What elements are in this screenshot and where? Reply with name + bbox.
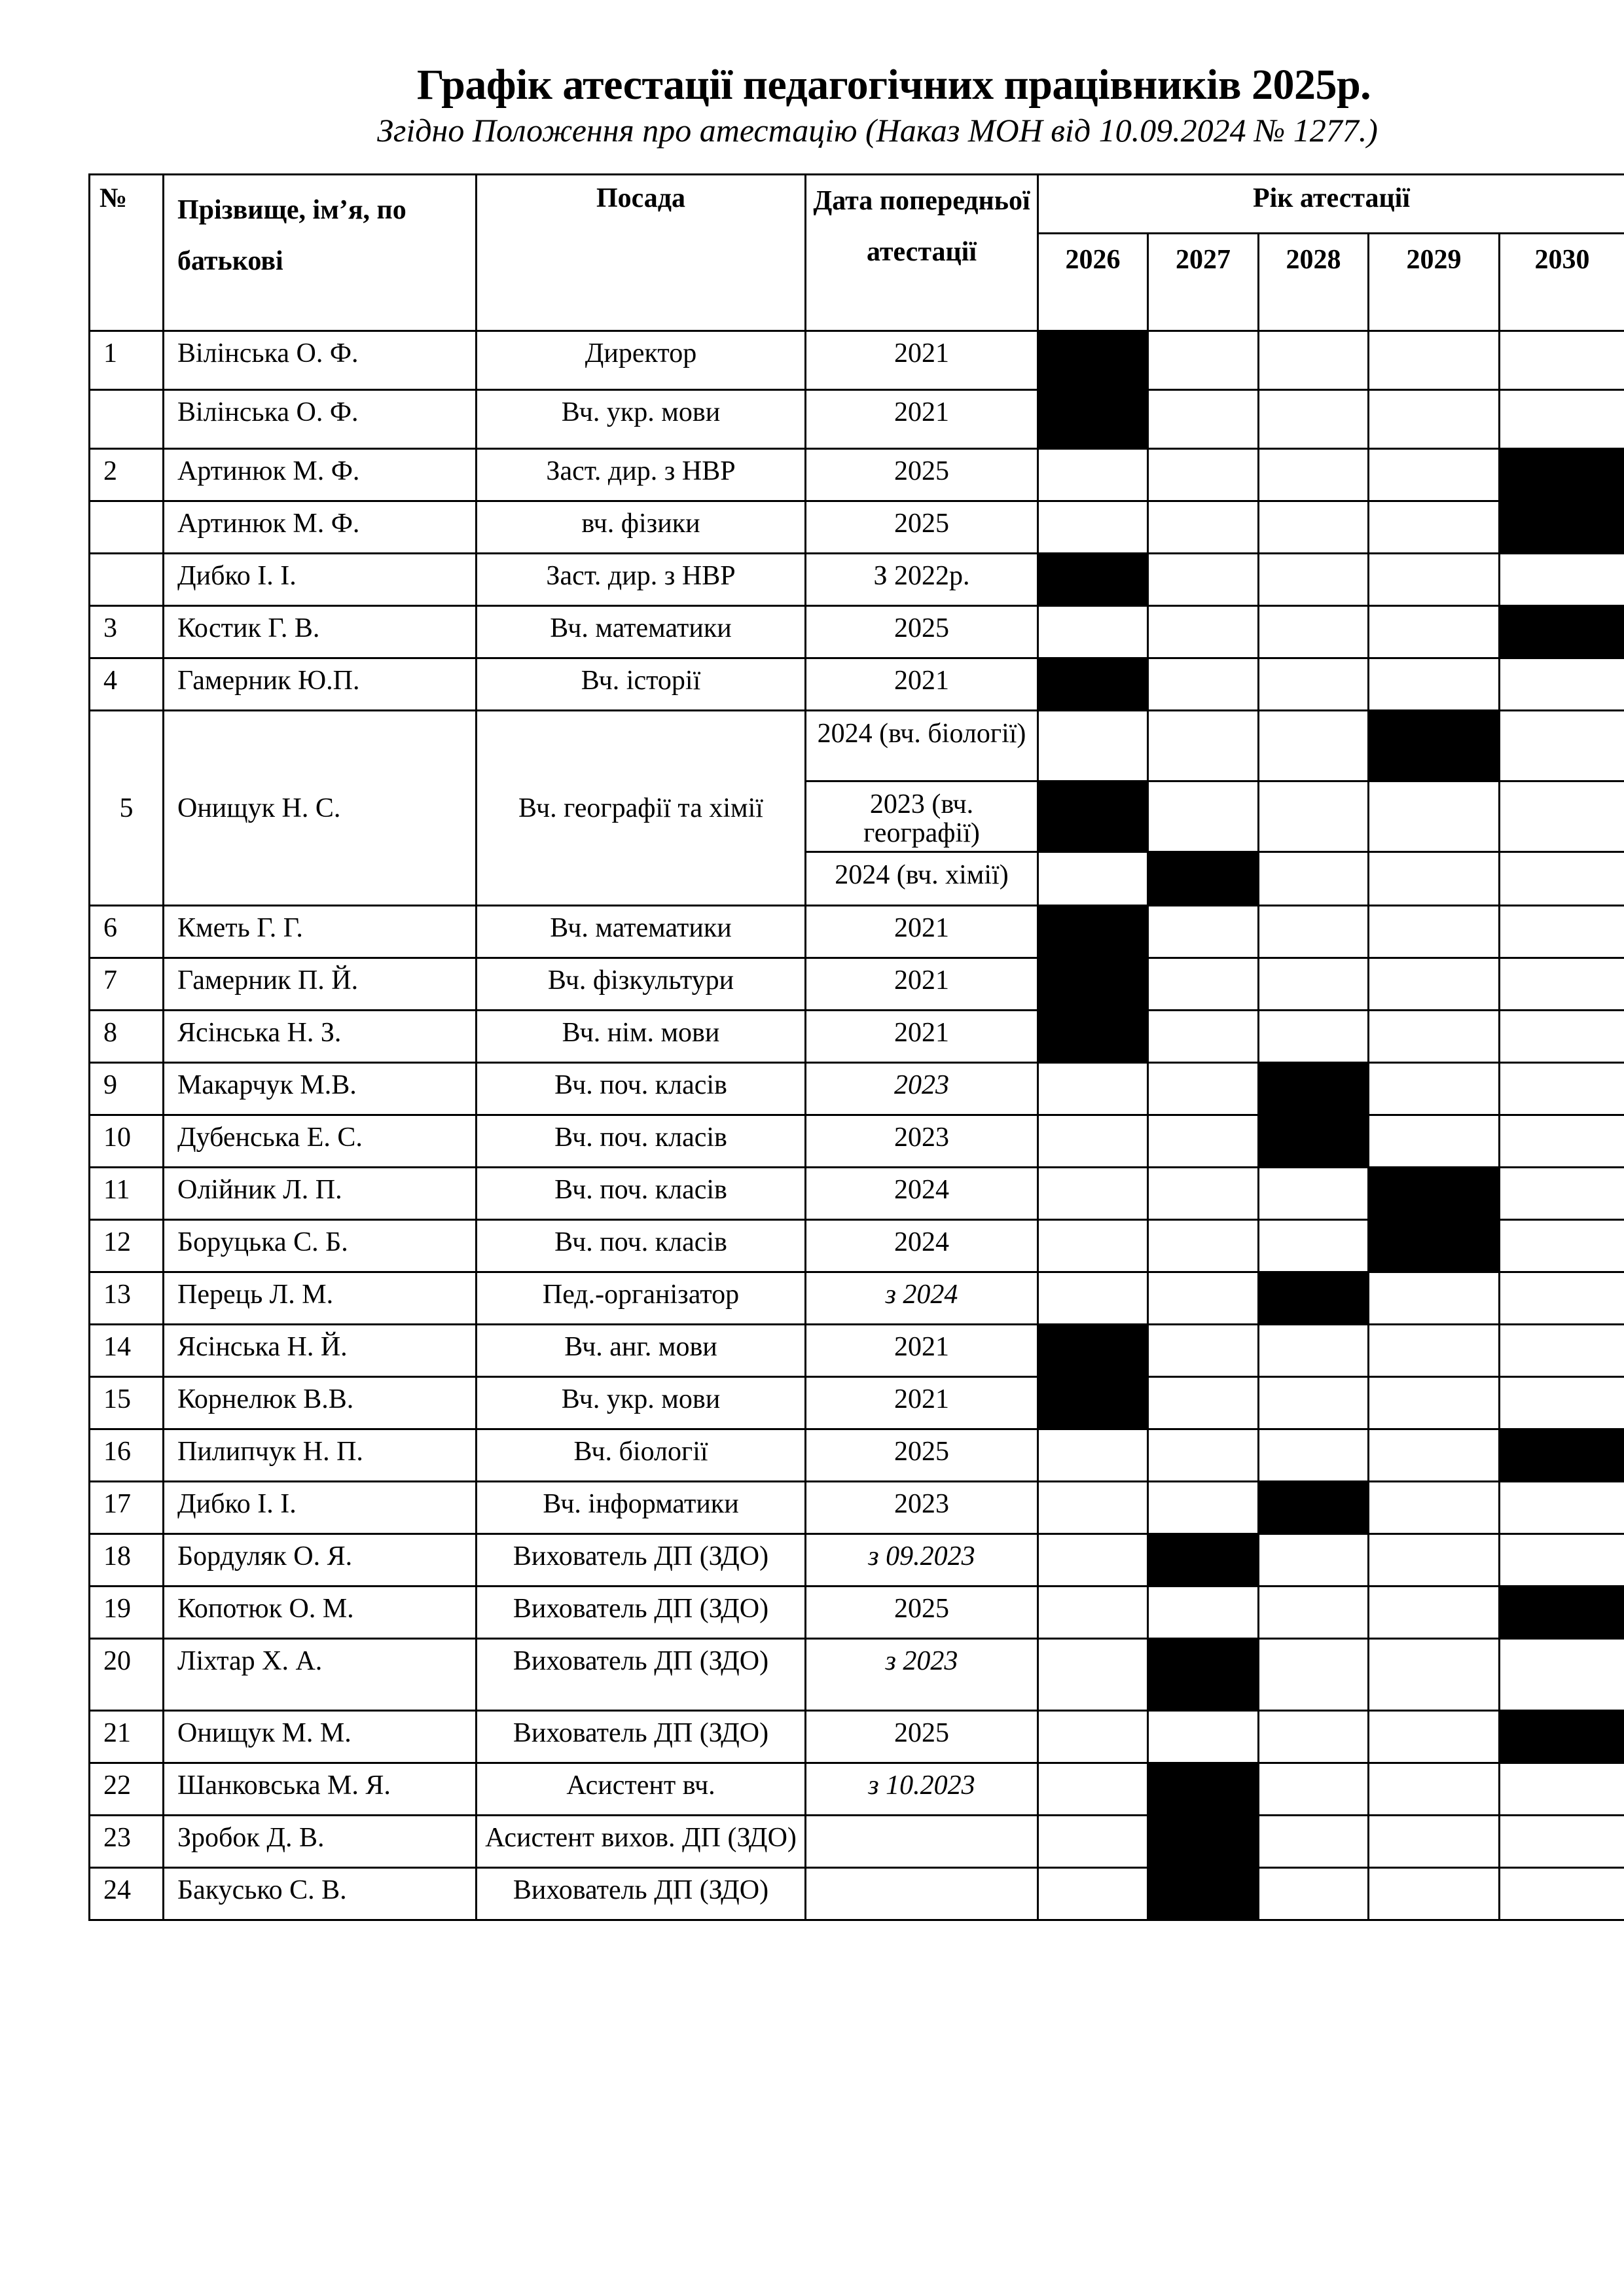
year-cell-marked	[1038, 658, 1148, 711]
year-cell	[1038, 1711, 1148, 1763]
row-position: вч. фізики	[477, 501, 806, 554]
year-cell	[1038, 1868, 1148, 1920]
row-prev-date: 2024 (вч. хімії)	[806, 852, 1038, 906]
year-cell	[1369, 606, 1500, 658]
row-prev-date: 2025	[806, 1587, 1038, 1639]
row-number: 11	[90, 1168, 164, 1220]
year-cell	[1500, 331, 1624, 390]
row-name: Боруцька С. Б.	[164, 1220, 477, 1272]
year-cell	[1259, 658, 1369, 711]
table-row	[90, 1325, 1624, 1377]
row-number: 7	[90, 958, 164, 1011]
row-position: Вч. біології	[477, 1429, 806, 1482]
row-position: Вч. фізкультури	[477, 958, 806, 1011]
year-cell	[1369, 1115, 1500, 1168]
row-prev-date: з 2024	[806, 1272, 1038, 1325]
table-row	[90, 1534, 1624, 1587]
row-prev-date: 2024 (вч. біології)	[806, 711, 1038, 781]
year-cell	[1369, 501, 1500, 554]
year-cell	[1259, 1587, 1369, 1639]
year-cell	[1500, 1011, 1624, 1063]
year-cell	[1500, 711, 1624, 781]
row-prev-date: 2023	[806, 1063, 1038, 1115]
row-name: Гамерник Ю.П.	[164, 658, 477, 711]
row-name: Ясінська Н. Й.	[164, 1325, 477, 1377]
row-position: Вч. анг. мови	[477, 1325, 806, 1377]
row-name: Кметь Г. Г.	[164, 906, 477, 958]
row-prev-date: 2025	[806, 1711, 1038, 1763]
row-prev-date: З 2022р.	[806, 554, 1038, 606]
row-number: 9	[90, 1063, 164, 1115]
year-cell	[1038, 606, 1148, 658]
year-cell-marked	[1038, 1011, 1148, 1063]
year-cell-marked	[1500, 1429, 1624, 1482]
row-prev-date	[806, 1868, 1038, 1920]
year-cell	[1148, 958, 1259, 1011]
year-cell-marked	[1259, 1115, 1369, 1168]
year-cell-marked	[1148, 1868, 1259, 1920]
year-cell-marked	[1369, 1220, 1500, 1272]
table-row	[90, 1711, 1624, 1763]
row-position: Вч. поч. класів	[477, 1063, 806, 1115]
year-cell	[1259, 1816, 1369, 1868]
year-cell-marked	[1500, 449, 1624, 501]
row-prev-date: 2021	[806, 906, 1038, 958]
row-number: 24	[90, 1868, 164, 1920]
year-cell	[1038, 1587, 1148, 1639]
row-name: Пилипчук Н. П.	[164, 1429, 477, 1482]
table-row	[90, 1482, 1624, 1534]
row-name: Корнелюк В.В.	[164, 1377, 477, 1429]
row-position: Вч. історії	[477, 658, 806, 711]
row-prev-date: 2021	[806, 331, 1038, 390]
table-row	[90, 1115, 1624, 1168]
row-name: Шанковська М. Я.	[164, 1763, 477, 1816]
year-cell	[1038, 1063, 1148, 1115]
row-number: 20	[90, 1639, 164, 1711]
table-body	[90, 331, 1624, 1920]
row-position: Вихователь ДП (ЗДО)	[477, 1534, 806, 1587]
row-number: 5	[90, 711, 164, 906]
header-year: 2028	[1259, 234, 1369, 331]
year-cell	[1038, 501, 1148, 554]
year-cell-marked	[1148, 1639, 1259, 1711]
table-row	[90, 1168, 1624, 1220]
row-position: Заст. дир. з НВР	[477, 449, 806, 501]
year-cell-marked	[1038, 554, 1148, 606]
year-cell-marked	[1038, 781, 1148, 852]
row-position: Вч. поч. класів	[477, 1220, 806, 1272]
year-cell	[1148, 1063, 1259, 1115]
year-cell	[1500, 554, 1624, 606]
year-cell	[1500, 852, 1624, 906]
year-cell	[1369, 449, 1500, 501]
year-cell	[1038, 1639, 1148, 1711]
year-cell	[1259, 1639, 1369, 1711]
year-cell	[1369, 658, 1500, 711]
year-cell	[1259, 1868, 1369, 1920]
year-cell	[1259, 1711, 1369, 1763]
row-name: Бордуляк О. Я.	[164, 1534, 477, 1587]
year-cell	[1369, 554, 1500, 606]
year-cell	[1038, 852, 1148, 906]
year-cell	[1148, 390, 1259, 449]
row-name: Дубенська Е. С.	[164, 1115, 477, 1168]
header-year-group: Рік атестації	[1038, 175, 1624, 234]
row-name: Вілінська О. Ф.	[164, 331, 477, 390]
row-prev-date: 2021	[806, 390, 1038, 449]
year-cell-marked	[1038, 906, 1148, 958]
row-number	[90, 554, 164, 606]
table-row	[90, 331, 1624, 390]
header-position: Посада	[477, 175, 806, 331]
row-name: Гамерник П. Й.	[164, 958, 477, 1011]
year-cell	[1148, 906, 1259, 958]
header-name: Прізвище, ім’я, по батькові	[164, 175, 477, 331]
table-row	[90, 1639, 1624, 1711]
year-cell	[1259, 1011, 1369, 1063]
year-cell	[1500, 958, 1624, 1011]
year-cell	[1148, 1587, 1259, 1639]
row-name: Костик Г. В.	[164, 606, 477, 658]
row-prev-date: 2021	[806, 1377, 1038, 1429]
year-cell	[1148, 606, 1259, 658]
row-prev-date: 2024	[806, 1220, 1038, 1272]
year-cell	[1259, 906, 1369, 958]
year-cell-marked	[1369, 1168, 1500, 1220]
year-cell	[1259, 1763, 1369, 1816]
year-cell-marked	[1500, 501, 1624, 554]
year-cell	[1148, 658, 1259, 711]
year-cell	[1038, 1534, 1148, 1587]
year-cell	[1369, 1587, 1500, 1639]
row-position: Асистент вч.	[477, 1763, 806, 1816]
row-name: Артинюк М. Ф.	[164, 501, 477, 554]
year-cell	[1369, 1377, 1500, 1429]
header-number: №	[90, 175, 164, 331]
table-row	[90, 554, 1624, 606]
year-cell	[1259, 390, 1369, 449]
table-row	[90, 1063, 1624, 1115]
year-cell	[1369, 390, 1500, 449]
table-row	[90, 606, 1624, 658]
year-cell-marked	[1038, 1325, 1148, 1377]
row-prev-date: 2021	[806, 1011, 1038, 1063]
row-prev-date: 2023 (вч. географії)	[806, 781, 1038, 852]
year-cell	[1038, 1816, 1148, 1868]
year-cell	[1148, 1482, 1259, 1534]
year-cell	[1500, 658, 1624, 711]
row-number: 3	[90, 606, 164, 658]
year-cell	[1259, 1220, 1369, 1272]
year-cell	[1259, 1534, 1369, 1587]
year-cell	[1038, 1168, 1148, 1220]
year-cell	[1369, 1011, 1500, 1063]
row-position: Вч. укр. мови	[477, 1377, 806, 1429]
row-number: 14	[90, 1325, 164, 1377]
row-number: 4	[90, 658, 164, 711]
year-cell	[1369, 1868, 1500, 1920]
year-cell-marked	[1259, 1482, 1369, 1534]
year-cell	[1500, 1482, 1624, 1534]
year-cell	[1259, 501, 1369, 554]
row-position: Асистент вихов. ДП (ЗДО)	[477, 1816, 806, 1868]
row-prev-date: з 09.2023	[806, 1534, 1038, 1587]
row-prev-date: з 2023	[806, 1639, 1038, 1711]
year-cell	[1369, 906, 1500, 958]
row-name: Макарчук М.В.	[164, 1063, 477, 1115]
row-number	[90, 501, 164, 554]
table-row	[90, 1868, 1624, 1920]
table-row	[90, 501, 1624, 554]
year-cell	[1148, 711, 1259, 781]
row-number: 18	[90, 1534, 164, 1587]
year-cell	[1369, 1063, 1500, 1115]
year-cell-marked	[1038, 958, 1148, 1011]
header-prev-date: Дата попередньої атестації	[806, 175, 1038, 331]
year-cell	[1038, 1482, 1148, 1534]
table-row	[90, 1377, 1624, 1429]
row-name: Онищук Н. С.	[164, 711, 477, 906]
row-position: Вч. укр. мови	[477, 390, 806, 449]
table-row	[90, 1220, 1624, 1272]
row-number: 23	[90, 1816, 164, 1868]
year-cell	[1369, 1325, 1500, 1377]
year-cell	[1369, 1711, 1500, 1763]
header-year: 2027	[1148, 234, 1259, 331]
year-cell	[1500, 1816, 1624, 1868]
row-position: Вихователь ДП (ЗДО)	[477, 1711, 806, 1763]
year-cell-marked	[1500, 1587, 1624, 1639]
year-cell	[1038, 1272, 1148, 1325]
year-cell	[1148, 1325, 1259, 1377]
row-position: Вч. математики	[477, 606, 806, 658]
year-cell	[1259, 1325, 1369, 1377]
year-cell	[1369, 852, 1500, 906]
year-cell	[1148, 1429, 1259, 1482]
attestation-schedule-table	[88, 173, 1624, 1921]
year-cell-marked	[1148, 1763, 1259, 1816]
row-position: Вч. нім. мови	[477, 1011, 806, 1063]
year-cell	[1369, 781, 1500, 852]
year-cell	[1369, 1763, 1500, 1816]
year-cell	[1038, 1115, 1148, 1168]
document-subtitle: Згідно Положення про атестацію (Наказ МОН від 10.09.2024 № 1277.)	[377, 112, 1378, 149]
row-name: Ясінська Н. З.	[164, 1011, 477, 1063]
row-prev-date: 2024	[806, 1168, 1038, 1220]
row-name: Дибко І. І.	[164, 1482, 477, 1534]
table-row	[90, 958, 1624, 1011]
row-position: Вч. поч. класів	[477, 1115, 806, 1168]
year-cell	[1500, 1168, 1624, 1220]
year-cell	[1259, 711, 1369, 781]
year-cell	[1148, 1272, 1259, 1325]
document-title: Графік атестації педагогічних працівників 2025р.	[416, 61, 1371, 109]
row-name: Артинюк М. Ф.	[164, 449, 477, 501]
row-position: Вч. математики	[477, 906, 806, 958]
year-cell	[1259, 449, 1369, 501]
row-prev-date: 2021	[806, 958, 1038, 1011]
year-cell	[1259, 554, 1369, 606]
year-cell	[1369, 1639, 1500, 1711]
year-cell	[1259, 781, 1369, 852]
table-row	[90, 1587, 1624, 1639]
year-cell	[1500, 1220, 1624, 1272]
row-position: Вихователь ДП (ЗДО)	[477, 1587, 806, 1639]
row-prev-date: 2023	[806, 1115, 1038, 1168]
year-cell	[1148, 781, 1259, 852]
year-cell	[1369, 958, 1500, 1011]
row-name: Дибко І. І.	[164, 554, 477, 606]
year-cell	[1500, 1377, 1624, 1429]
year-cell	[1259, 331, 1369, 390]
table-row	[90, 1816, 1624, 1868]
row-position: Пед.-організатор	[477, 1272, 806, 1325]
year-cell	[1369, 1272, 1500, 1325]
year-cell	[1369, 1482, 1500, 1534]
year-cell	[1369, 1816, 1500, 1868]
row-number	[90, 390, 164, 449]
table-row	[90, 1272, 1624, 1325]
year-cell-marked	[1038, 390, 1148, 449]
year-cell-marked	[1038, 331, 1148, 390]
table-row	[90, 1429, 1624, 1482]
row-number: 2	[90, 449, 164, 501]
year-cell	[1500, 1272, 1624, 1325]
year-cell	[1500, 1534, 1624, 1587]
year-cell	[1259, 606, 1369, 658]
year-cell	[1148, 1168, 1259, 1220]
year-cell	[1500, 1763, 1624, 1816]
row-number: 15	[90, 1377, 164, 1429]
year-cell-marked	[1038, 1377, 1148, 1429]
year-cell	[1038, 1763, 1148, 1816]
header-year: 2029	[1369, 234, 1500, 331]
row-position: Вч. поч. класів	[477, 1168, 806, 1220]
year-cell	[1148, 449, 1259, 501]
year-cell	[1259, 1168, 1369, 1220]
year-cell	[1148, 1377, 1259, 1429]
row-position: Директор	[477, 331, 806, 390]
year-cell	[1500, 1639, 1624, 1711]
year-cell-marked	[1369, 711, 1500, 781]
year-cell	[1038, 1429, 1148, 1482]
year-cell-marked	[1259, 1272, 1369, 1325]
row-number: 22	[90, 1763, 164, 1816]
row-number: 1	[90, 331, 164, 390]
header-year: 2030	[1500, 234, 1624, 331]
year-cell	[1500, 1325, 1624, 1377]
row-number: 8	[90, 1011, 164, 1063]
year-cell-marked	[1500, 606, 1624, 658]
table-row	[90, 1763, 1624, 1816]
row-position: Вч. географії та хімії	[477, 711, 806, 906]
table-row	[90, 906, 1624, 958]
row-number: 13	[90, 1272, 164, 1325]
row-position: Вч. інформатики	[477, 1482, 806, 1534]
table-row	[90, 449, 1624, 501]
row-name: Бакусько С. В.	[164, 1868, 477, 1920]
row-name: Копотюк О. М.	[164, 1587, 477, 1639]
year-cell	[1369, 331, 1500, 390]
row-prev-date	[806, 1816, 1038, 1868]
year-cell	[1148, 1011, 1259, 1063]
row-number: 19	[90, 1587, 164, 1639]
year-cell	[1038, 1220, 1148, 1272]
year-cell	[1500, 1868, 1624, 1920]
row-prev-date: з 10.2023	[806, 1763, 1038, 1816]
row-prev-date: 2025	[806, 449, 1038, 501]
year-cell-marked	[1259, 1063, 1369, 1115]
year-cell	[1259, 852, 1369, 906]
year-cell	[1500, 781, 1624, 852]
table-row	[90, 711, 1624, 781]
year-cell	[1148, 1220, 1259, 1272]
year-cell-marked	[1148, 1816, 1259, 1868]
year-cell	[1500, 390, 1624, 449]
year-cell	[1038, 449, 1148, 501]
row-prev-date: 2025	[806, 501, 1038, 554]
year-cell	[1500, 906, 1624, 958]
year-cell	[1148, 554, 1259, 606]
year-cell	[1038, 711, 1148, 781]
row-position: Вихователь ДП (ЗДО)	[477, 1639, 806, 1711]
year-cell	[1259, 958, 1369, 1011]
year-cell	[1148, 1711, 1259, 1763]
row-name: Зробок Д. В.	[164, 1816, 477, 1868]
year-cell	[1369, 1534, 1500, 1587]
year-cell-marked	[1148, 1534, 1259, 1587]
header-year: 2026	[1038, 234, 1148, 331]
table-row	[90, 390, 1624, 449]
row-prev-date: 2021	[806, 1325, 1038, 1377]
row-position: Заст. дир. з НВР	[477, 554, 806, 606]
row-number: 10	[90, 1115, 164, 1168]
row-name: Олійник Л. П.	[164, 1168, 477, 1220]
row-number: 21	[90, 1711, 164, 1763]
year-cell-marked	[1148, 852, 1259, 906]
year-cell	[1500, 1115, 1624, 1168]
year-cell	[1148, 501, 1259, 554]
table-row	[90, 1011, 1624, 1063]
year-cell	[1148, 331, 1259, 390]
row-position: Вихователь ДП (ЗДО)	[477, 1868, 806, 1920]
row-name: Перець Л. М.	[164, 1272, 477, 1325]
year-cell	[1500, 1063, 1624, 1115]
row-number: 16	[90, 1429, 164, 1482]
row-prev-date: 2025	[806, 606, 1038, 658]
year-cell	[1259, 1377, 1369, 1429]
row-prev-date: 2021	[806, 658, 1038, 711]
row-number: 17	[90, 1482, 164, 1534]
year-cell	[1259, 1429, 1369, 1482]
row-number: 12	[90, 1220, 164, 1272]
row-prev-date: 2023	[806, 1482, 1038, 1534]
row-prev-date: 2025	[806, 1429, 1038, 1482]
row-name: Вілінська О. Ф.	[164, 390, 477, 449]
row-name: Ліхтар Х. А.	[164, 1639, 477, 1711]
row-number: 6	[90, 906, 164, 958]
year-cell-marked	[1500, 1711, 1624, 1763]
year-cell	[1369, 1429, 1500, 1482]
row-name: Онищук М. М.	[164, 1711, 477, 1763]
year-cell	[1148, 1115, 1259, 1168]
table-row	[90, 658, 1624, 711]
